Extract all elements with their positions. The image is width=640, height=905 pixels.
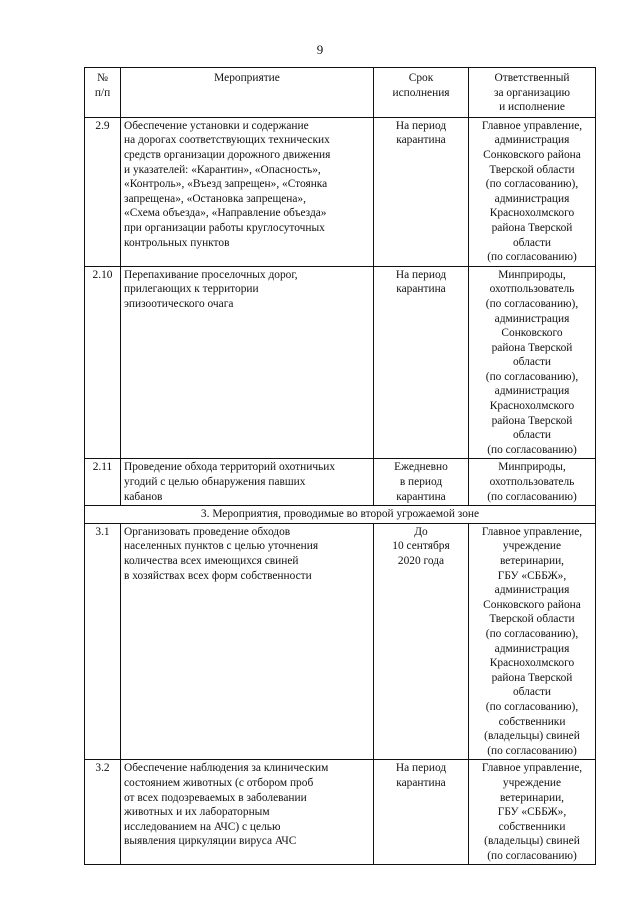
cell-line: эпизоотического очага	[124, 297, 234, 310]
row-term	[374, 459, 469, 506]
row-activity	[121, 117, 374, 266]
cell-line: (владельцы) свиней	[484, 730, 580, 743]
cell-line: Перепахивание проселочных дорог,	[124, 268, 298, 281]
header-responsible	[469, 68, 596, 118]
cell-line: До	[414, 525, 428, 538]
table-row	[85, 523, 596, 760]
cell-line: ГБУ «СББЖ»,	[497, 569, 567, 582]
cell-line: собственники	[498, 715, 566, 728]
cell-line: угодий с целью обнаружения павших	[124, 476, 306, 489]
cell-line: Краснохолмского	[489, 207, 575, 220]
cell-line: администрация	[494, 642, 570, 655]
cell-line: населенных пунктов с целью уточнения	[124, 540, 319, 553]
cell-line: администрация	[494, 584, 570, 597]
cell-line: в период	[399, 476, 443, 489]
cell-line: Тверской области	[489, 163, 575, 176]
cell-line: состоянием животных (с отбором проб	[124, 776, 314, 789]
cell-line: ветеринарии,	[499, 791, 565, 804]
cell-line: 10 сентября	[392, 540, 450, 553]
cell-line: администрация	[494, 134, 570, 147]
row-term	[374, 760, 469, 865]
cell-line: области	[512, 429, 552, 442]
cell-line: (по согласованию)	[487, 744, 577, 757]
cell-line: кабанов	[124, 490, 163, 503]
cell-line: (по согласованию),	[485, 627, 579, 640]
row-responsible	[469, 760, 596, 865]
cell-line: Главное управление,	[481, 762, 583, 775]
cell-line: учреждение	[502, 540, 562, 553]
cell-line: животных и их лабораторным	[124, 806, 270, 819]
table-row	[85, 459, 596, 506]
row-term	[374, 266, 469, 459]
cell-line: выявления циркуляции вируса АЧС	[124, 835, 297, 848]
cell-line: администрация	[494, 192, 570, 205]
cell-line: области	[512, 686, 552, 699]
cell-line: Сонковского	[501, 327, 563, 340]
cell-line: карантина	[396, 776, 446, 789]
cell-line: прилегающих к территории	[124, 283, 259, 296]
cell-line: Краснохолмского	[489, 400, 575, 413]
table-row	[85, 117, 596, 266]
cell-line: средств организации дорожного движения	[124, 148, 331, 161]
cell-line: собственники	[498, 820, 566, 833]
row-activity	[121, 266, 374, 459]
row-responsible	[469, 523, 596, 760]
cell-line: Главное управление,	[481, 525, 583, 538]
cell-line: от всех подозреваемых в заболевании	[124, 791, 307, 804]
cell-line: Обеспечение установки и содержание	[124, 119, 309, 132]
cell-line: ГБУ «СББЖ»,	[497, 806, 567, 819]
cell-line: района Тверской	[491, 414, 573, 427]
cell-line: (по согласованию)	[487, 251, 577, 264]
row-responsible	[469, 266, 596, 459]
cell-line: №	[97, 72, 108, 84]
cell-line: (по согласованию)	[487, 443, 577, 456]
cell-line: «Контроль», «Въезд запрещен», «Стоянка	[124, 178, 328, 191]
cell-line: п/п	[94, 86, 111, 99]
cell-line: за организацию	[494, 86, 570, 99]
cell-line: охотпользователь	[489, 476, 575, 489]
cell-line: На период	[395, 762, 447, 775]
cell-line: учреждение	[502, 776, 562, 789]
cell-line: (по согласованию)	[487, 490, 577, 503]
cell-line: запрещена», «Остановка запрещена»,	[124, 192, 306, 205]
row-activity	[121, 459, 374, 506]
row-number: 2.10	[85, 266, 121, 459]
cell-line: администрация	[494, 385, 570, 398]
row-number: 3.2	[85, 760, 121, 865]
cell-line: области	[512, 356, 552, 369]
row-responsible	[469, 459, 596, 506]
cell-line: Минприроды,	[498, 461, 566, 474]
cell-line: Мероприятие	[214, 72, 280, 84]
cell-line: (по согласованию)	[487, 849, 577, 862]
row-number: 2.9	[85, 117, 121, 266]
cell-line: Срок	[408, 72, 434, 84]
cell-line: Главное управление,	[481, 119, 583, 132]
table-row	[85, 266, 596, 459]
table-header-row	[85, 68, 596, 118]
cell-line: (по согласованию),	[485, 178, 579, 191]
header-term	[374, 68, 469, 118]
cell-line: Краснохолмского	[489, 657, 575, 670]
cell-line: контрольных пунктов	[124, 236, 230, 249]
cell-line: Минприроды,	[498, 268, 566, 281]
measures-table	[84, 67, 596, 865]
cell-line: исследованием на АЧС) с целью	[124, 820, 281, 833]
row-activity	[121, 523, 374, 760]
cell-line: На период	[395, 119, 447, 132]
cell-line: Сонковского района	[483, 598, 581, 611]
cell-line: 2020 года	[397, 555, 445, 567]
cell-line: Организовать проведение обходов	[124, 525, 291, 538]
cell-line: (владельцы) свиней	[484, 835, 580, 848]
cell-line: карантина	[396, 134, 446, 147]
cell-line: на дорогах соответствующих технических	[124, 134, 330, 147]
row-number: 2.11	[85, 459, 121, 506]
row-number: 3.1	[85, 523, 121, 760]
cell-line: и указателей: «Карантин», «Опасность»,	[124, 163, 321, 176]
cell-line: карантина	[396, 490, 446, 503]
cell-line: при организации работы круглосуточных	[124, 221, 325, 234]
row-term	[374, 523, 469, 760]
cell-line: Проведение обхода территорий охотничьих	[124, 461, 336, 474]
cell-line: На период	[395, 268, 447, 281]
cell-line: района Тверской	[491, 221, 573, 234]
cell-line: «Схема объезда», «Направление объезда»	[124, 207, 327, 220]
cell-line: (по согласованию),	[485, 370, 579, 383]
section-title: 3. Мероприятия, проводимые во второй угрожаемой зоне	[85, 506, 596, 524]
section-row	[85, 506, 596, 524]
page-number: 9	[316, 42, 324, 57]
cell-line: области	[512, 236, 552, 249]
cell-line: (по согласованию),	[485, 297, 579, 310]
cell-line: (по согласованию),	[485, 700, 579, 713]
cell-line: района Тверской	[491, 341, 573, 354]
cell-line: района Тверской	[491, 671, 573, 684]
header-num	[85, 68, 121, 118]
cell-line: Обеспечение наблюдения за клиническим	[124, 762, 329, 775]
cell-line: в хозяйствах всех форм собственности	[124, 569, 312, 582]
cell-line: количества всех имеющихся свиней	[124, 555, 299, 567]
cell-line: Ответственный	[494, 72, 570, 84]
cell-line: администрация	[494, 312, 570, 325]
cell-line: Тверской области	[489, 613, 575, 626]
row-term	[374, 117, 469, 266]
cell-line: охотпользователь	[489, 283, 575, 296]
cell-line: Сонковского района	[483, 148, 581, 161]
cell-line: Ежедневно	[394, 461, 448, 474]
header-activity	[121, 68, 374, 118]
cell-line: карантина	[396, 283, 446, 296]
cell-line: ветеринарии,	[499, 555, 565, 567]
row-responsible	[469, 117, 596, 266]
cell-line: и исполнение	[499, 101, 565, 114]
table-row	[85, 760, 596, 865]
cell-line: исполнения	[392, 86, 450, 99]
row-activity	[121, 760, 374, 865]
